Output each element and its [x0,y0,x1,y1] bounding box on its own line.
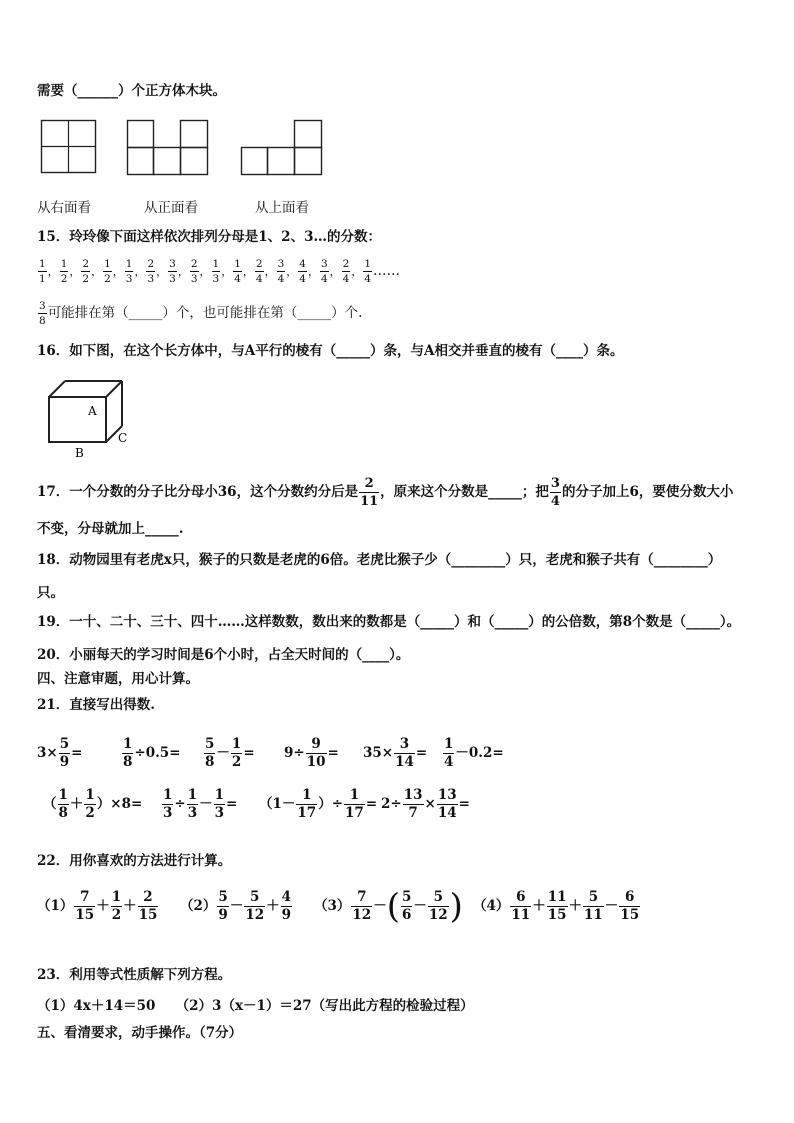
right-view-label: 从右面看 [37,200,91,216]
q21-expr-5: 35× $\frac{3}{14}$ = [363,735,428,770]
q20-question: 20．小丽每天的学习时间是6个小时，占全天时间的（____）。 [37,647,410,663]
fraction: $\frac{2}{11}$ [360,476,379,509]
q17-text-b: ，原来这个分数是_____；把 [380,484,549,500]
q21-expr-1: 3× $\frac{5}{9}$ = [37,735,83,770]
q15-question [37,298,362,328]
q15-title: 15．玲玲像下面这样依次排列分母是1、2、3…的分数： [37,229,381,245]
fraction: $\frac{2}{4}$ [342,257,350,285]
fraction: $\frac{3}{4}$ [550,476,560,509]
q22-title: 22．用你喜欢的方法进行计算。 [37,853,232,869]
fraction: $\frac{1}{3}$ [212,257,220,285]
q22-expr-1: （1） $\frac{7}{15}$ ＋ $\frac{1}{2}$ ＋ $\frac{2}{15}$ [37,888,158,923]
q22-expr-3: （3） $\frac{7}{12}$ －( $\frac{5}{6}$ － $\frac{5}{12}$ ) [314,886,463,927]
q17-text-a: 17．一个分数的分子比分母小36，这个分数约分后是 [37,484,359,500]
q14-blank-line: 需要（______）个正方体木块。 [37,83,226,99]
q21-title: 21．直接写出得数. [37,697,155,713]
q18-line2: 只。 [37,585,64,601]
q15-text: 可能排在第（_____）个，也可能排在第（_____）个. [47,305,363,321]
fraction: $\frac{3}{4}$ [277,257,285,285]
q15-sequence: $\frac{1}{1}$ ， $\frac{1}{2}$ ， $\frac{2}{2}$ ， $\frac{1}{2}$ ， $\frac{1}{3}$ ， $\frac{2}{3}$ ， $\frac{3}{3}$ ， $\frac{2}{3}$ ， $\frac{1}{3}$ ， $\frac{1}{4}$ ， $\frac{2}{4}$ ， $\frac{3}{4}$ ， $\frac{4}{4}$ ， $\frac{3}{4}$ ， $\frac{2}{4}$ ， $\frac{1}{4}$ …… [39,257,400,285]
q23-equations: （1）4x＋14＝50 （2）3（x－1）＝27（写出此方程的检验过程） [37,998,474,1014]
q15-ellipsis: …… [373,263,400,279]
q21-expr-10: 2÷ $\frac{13}{7}$ × $\frac{13}{14}$ = [381,786,470,821]
top-view-label: 从上面看 [255,200,309,216]
fraction: $\frac{3}{8}$ [39,299,46,327]
q17-line1 [37,474,733,510]
q17-line2: 不变，分母就加上_____. [37,521,184,537]
fraction: $\frac{2}{3}$ [190,257,198,285]
q21-expr-7: （ $\frac{1}{8}$ ＋ $\frac{1}{2}$ ）×8= [43,786,143,821]
q21-expr-4: 9÷ $\frac{9}{10}$ = [284,735,339,770]
section5-heading: 五、看清要求，动手操作。（7分） [37,1025,243,1041]
fraction: $\frac{2}{2}$ [82,257,90,285]
q22-expr-2: （2） $\frac{5}{9}$ － $\frac{5}{12}$ ＋ $\frac{4}{9}$ [180,888,292,923]
label-c: C [118,431,128,445]
fraction: $\frac{2}{4}$ [255,257,263,285]
q16-question: 16．如下图，在这个长方体中，与A平行的棱有（_____）条，与A相交并垂直的棱有（____）条。 [37,343,624,359]
fraction: $\frac{1}{2}$ [104,257,111,285]
q22-expr-4: （4） $\frac{6}{11}$ ＋ $\frac{11}{15}$ ＋ $\frac{5}{11}$ － $\frac{6}{15}$ [473,888,640,923]
section4-heading: 四、注意审题，用心计算。 [37,671,199,687]
q18-line1: 18．动物园里有老虎x只，猴子的只数是老虎的6倍。老虎比猴子少（________）只，老虎和猴子共有（________） [37,552,722,568]
cuboid-figure [48,380,138,460]
fraction: $\frac{3}{4}$ [320,257,328,285]
fraction: $\frac{1}{4}$ [364,257,371,285]
fraction: $\frac{1}{3}$ [125,257,133,285]
label-b: B [75,446,84,460]
q21-expr-8: $\frac{1}{3}$ ÷ $\frac{1}{3}$ － $\frac{1}{3}$ = [163,786,238,821]
fraction: $\frac{4}{4}$ [299,257,306,285]
fraction: $\frac{1}{2}$ [60,257,68,285]
front-view-figure [127,120,209,176]
q21-expr-2: $\frac{1}{8}$ ÷0.5= [123,735,181,770]
fraction: $\frac{1}{4}$ [234,257,241,285]
right-view-figure [41,120,97,174]
top-view-figure [241,120,323,176]
q21-expr-9: （1－ $\frac{1}{17}$ ）÷ $\frac{1}{17}$ = [259,786,378,821]
q23-title: 23．利用等式性质解下列方程。 [37,967,232,983]
fraction: $\frac{3}{3}$ [169,257,176,285]
left-paren: ( [386,886,400,927]
front-view-label: 从正面看 [144,200,198,216]
q21-expr-3: $\frac{5}{8}$ － $\frac{1}{2}$ = [205,735,255,770]
fraction: $\frac{1}{1}$ [39,257,46,285]
right-paren: ) [449,886,463,927]
q21-expr-6: $\frac{1}{4}$ －0.2= [444,735,504,770]
fraction: $\frac{2}{3}$ [147,257,155,285]
q19-question: 19．一十、二十、三十、四十……这样数数，数出来的数都是（_____）和（_____）的公倍数，第8个数是（_____）。 [37,614,741,630]
q17-text-c: 的分子加上6，要使分数大小 [561,484,734,500]
label-a: A [88,404,97,418]
